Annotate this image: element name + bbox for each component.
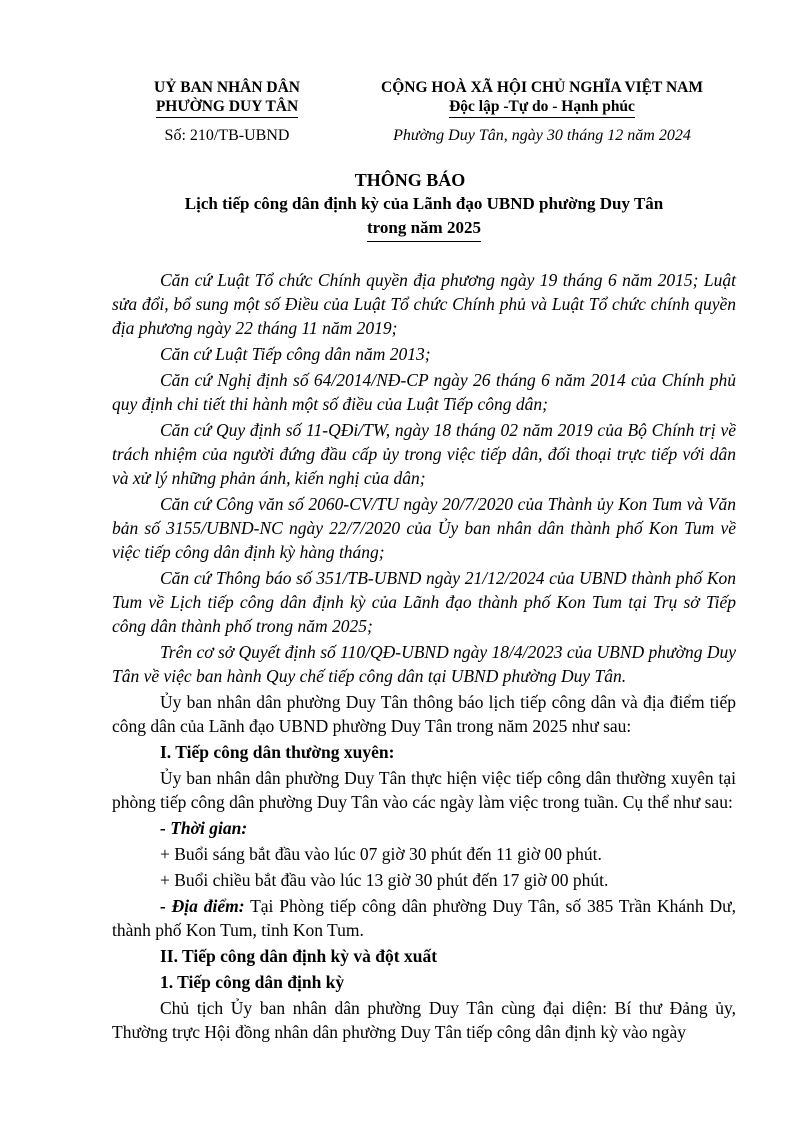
place-label: - Địa điểm: — [160, 896, 245, 916]
intro-paragraph: Ủy ban nhân dân phường Duy Tân thông báo lịch tiếp công dân và địa điểm tiếp công dân của Lãnh đạo UBND phường Duy Tân trong năm 2025 như sau: — [112, 692, 736, 736]
legal-basis-6: Căn cứ Thông báo số 351/TB-UBND ngày 21/12/2024 của UBND thành phố Kon Tum về Lịch tiếp công dân định kỳ của Lãnh đạo thành phố Kon Tum tại Trụ sở Tiếp công dân thành phố trong năm 2025; — [112, 568, 736, 636]
document-body — [112, 268, 736, 1046]
subtitle-line1: Lịch tiếp công dân định kỳ của Lãnh đạo UBND phường Duy Tân — [184, 194, 664, 213]
legal-basis-3: Căn cứ Nghị định số 64/2014/NĐ-CP ngày 26 tháng 6 năm 2014 của Chính phủ quy định chi tiết thi hành một số điều của Luật Tiếp công dân; — [112, 370, 736, 414]
place-text: Tại Phòng tiếp công dân phường Duy Tân, số 385 Trần Khánh Dư, thành phố Kon Tum, tỉnh Kon Tum. — [112, 896, 736, 940]
org-line1: UỶ BAN NHÂN DÂN — [154, 79, 300, 96]
legal-basis-2: Căn cứ Luật Tiếp công dân năm 2013; — [160, 344, 431, 364]
document-title: THÔNG BÁO — [354, 170, 466, 190]
section1-text: Ủy ban nhân dân phường Duy Tân thực hiện việc tiếp công dân thường xuyên tại phòng tiếp công dân phường Duy Tân vào các ngày làm việc trong tuần. Cụ thể như sau: — [112, 768, 736, 812]
national-motto — [352, 78, 732, 118]
morning-hours: + Buổi sáng bắt đầu vào lúc 07 giờ 30 phút đến 11 giờ 00 phút. — [160, 844, 602, 864]
legal-basis-4: Căn cứ Quy định số 11-QĐi/TW, ngày 18 tháng 02 năm 2019 của Bộ Chính trị về trách nhiệm của người đứng đầu cấp ủy trong việc tiếp dân, đối thoại trực tiếp với dân và xử lý những phản ánh, kiến nghị của dân; — [112, 420, 736, 488]
time-label: - Thời gian: — [160, 818, 248, 838]
section1-heading: I. Tiếp công dân thường xuyên: — [160, 742, 395, 762]
legal-basis-1: Căn cứ Luật Tổ chức Chính quyền địa phương ngày 19 tháng 6 năm 2015; Luật sửa đổi, bổ sung một số Điều của Luật Tổ chức Chính phủ và Luật Tổ chức chính quyền địa phương ngày 22 tháng 11 năm 2019; — [112, 270, 736, 338]
section2-sub1-text: Chủ tịch Ủy ban nhân dân phường Duy Tân cùng đại diện: Bí thư Đảng ủy, Thường trực Hội đồng nhân dân phường Duy Tân tiếp công dân định kỳ vào ngày — [112, 998, 736, 1042]
place-date: Phường Duy Tân, ngày 30 tháng 12 năm 2024 — [393, 127, 691, 144]
afternoon-hours: + Buổi chiều bắt đầu vào lúc 13 giờ 30 phút đến 17 giờ 00 phút. — [160, 870, 609, 890]
issuing-organization — [112, 78, 342, 118]
section2-sub1-heading: 1. Tiếp công dân định kỳ — [160, 972, 345, 992]
legal-basis-7: Trên cơ sở Quyết định số 110/QĐ-UBND ngày 18/4/2023 của UBND phường Duy Tân về việc ban hành Quy chế tiếp công dân tại UBND phường Duy Tân. — [112, 642, 736, 686]
document-number: Số: 210/TB-UBND — [164, 127, 290, 144]
nation-line1: CỘNG HOÀ XÃ HỘI CHỦ NGHĨA VIỆT NAM — [381, 79, 703, 96]
legal-basis-5: Căn cứ Công văn số 2060-CV/TU ngày 20/7/2020 của Thành ủy Kon Tum và Văn bản số 3155/UBND-NC ngày 22/7/2020 của Ủy ban nhân dân thành phố Kon Tum về việc tiếp công dân định kỳ hàng tháng; — [112, 494, 736, 562]
subtitle-line2: trong năm 2025 — [112, 216, 736, 242]
place-paragraph — [112, 894, 736, 942]
document-subtitle — [112, 192, 736, 242]
section2-heading: II. Tiếp công dân định kỳ và đột xuất — [160, 946, 438, 966]
nation-line2: Độc lập -Tự do - Hạnh phúc — [352, 97, 732, 118]
org-line2: PHƯỜNG DUY TÂN — [112, 97, 342, 118]
